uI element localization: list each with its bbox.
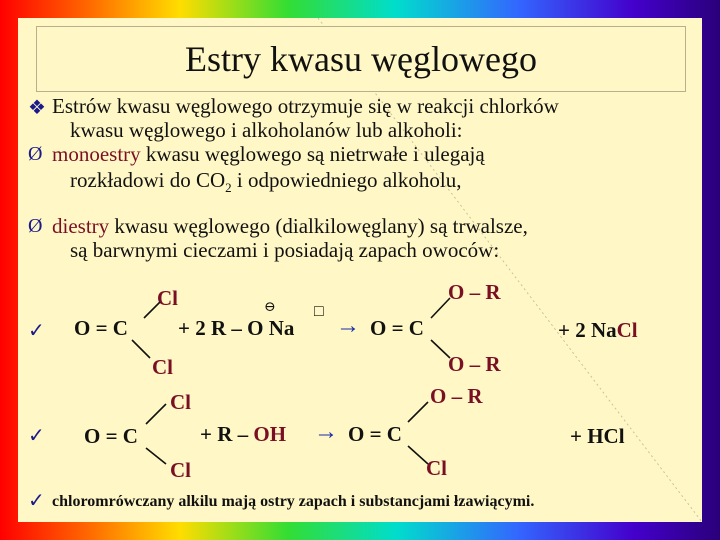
r2-or-top: O – R	[430, 384, 483, 408]
r1-or-top: O – R	[448, 280, 501, 304]
r2-cl-bottom: Cl	[170, 458, 191, 482]
r1-arrow: →	[336, 313, 360, 339]
r2-cl-right-bottom: Cl	[426, 456, 447, 480]
mono-rest-2a: rozkładowi do CO	[70, 168, 226, 192]
r1-reagent	[178, 316, 294, 340]
r2-oc-left: O = C	[84, 424, 138, 448]
mono-line-2	[70, 168, 461, 200]
r2-reagent-oh: OH	[253, 422, 287, 446]
r2-reagent-text: + R –	[200, 422, 254, 446]
r2-reagent	[200, 422, 286, 446]
slide	[18, 18, 702, 522]
r1-charge: ⊖	[264, 300, 276, 315]
r1-or-bottom: O – R	[448, 352, 501, 376]
arrow-bullet-icon: Ø	[28, 143, 43, 165]
check-icon: ✓	[28, 490, 45, 512]
title-box	[36, 26, 686, 92]
intro-line-2: kwasu węglowego i alkoholanów lub alkoholi:	[70, 118, 463, 142]
check-icon: ✓	[28, 425, 45, 447]
co2-subscript: 2	[225, 180, 232, 195]
footer-text: chloromrówczany alkilu mają ostry zapach i substancjami łzawiącymi.	[52, 493, 535, 510]
di-line-1	[52, 214, 528, 238]
mono-line-1	[52, 142, 485, 166]
r2-cl-top: Cl	[170, 390, 191, 414]
di-term: diestry	[52, 214, 110, 238]
check-icon: ✓	[28, 320, 45, 342]
r2-arrow: →	[314, 419, 338, 445]
mono-rest-1: kwasu węglowego są nietrwałe i ulegają	[140, 142, 485, 166]
r2-oc-right: O = C	[348, 422, 402, 446]
diamond-bullet-icon: ❖	[28, 97, 46, 119]
arrow-bullet-icon: Ø	[28, 215, 43, 237]
r1-product-cl: Cl	[616, 318, 638, 342]
r2-product: + HCl	[570, 424, 625, 448]
r1-oc-right: O = C	[370, 316, 424, 340]
mono-term: monoestry	[52, 142, 141, 166]
r1-product-text: + 2 Na	[558, 318, 617, 342]
r1-reagent-text: + 2 R – O	[178, 316, 264, 340]
r1-oc-left: O = C	[74, 316, 128, 340]
r1-cl-bottom: Cl	[152, 355, 173, 379]
di-rest-1: kwasu węglowego (dialkilowęglany) są trwalsze,	[109, 214, 528, 238]
intro-line-1: Estrów kwasu węglowego otrzymuje się w reakcji chlorków	[52, 94, 559, 118]
r1-ion: Na	[268, 316, 295, 340]
mono-rest-2b: i odpowiedniego alkoholu,	[231, 168, 462, 192]
r1-cl-top: Cl	[157, 286, 178, 310]
r1-box: □	[314, 303, 324, 320]
page-title: Estry kwasu węglowego	[185, 39, 537, 79]
r1-product	[558, 318, 638, 342]
di-line-2: są barwnymi cieczami i posiadają zapach owoców:	[70, 238, 500, 262]
